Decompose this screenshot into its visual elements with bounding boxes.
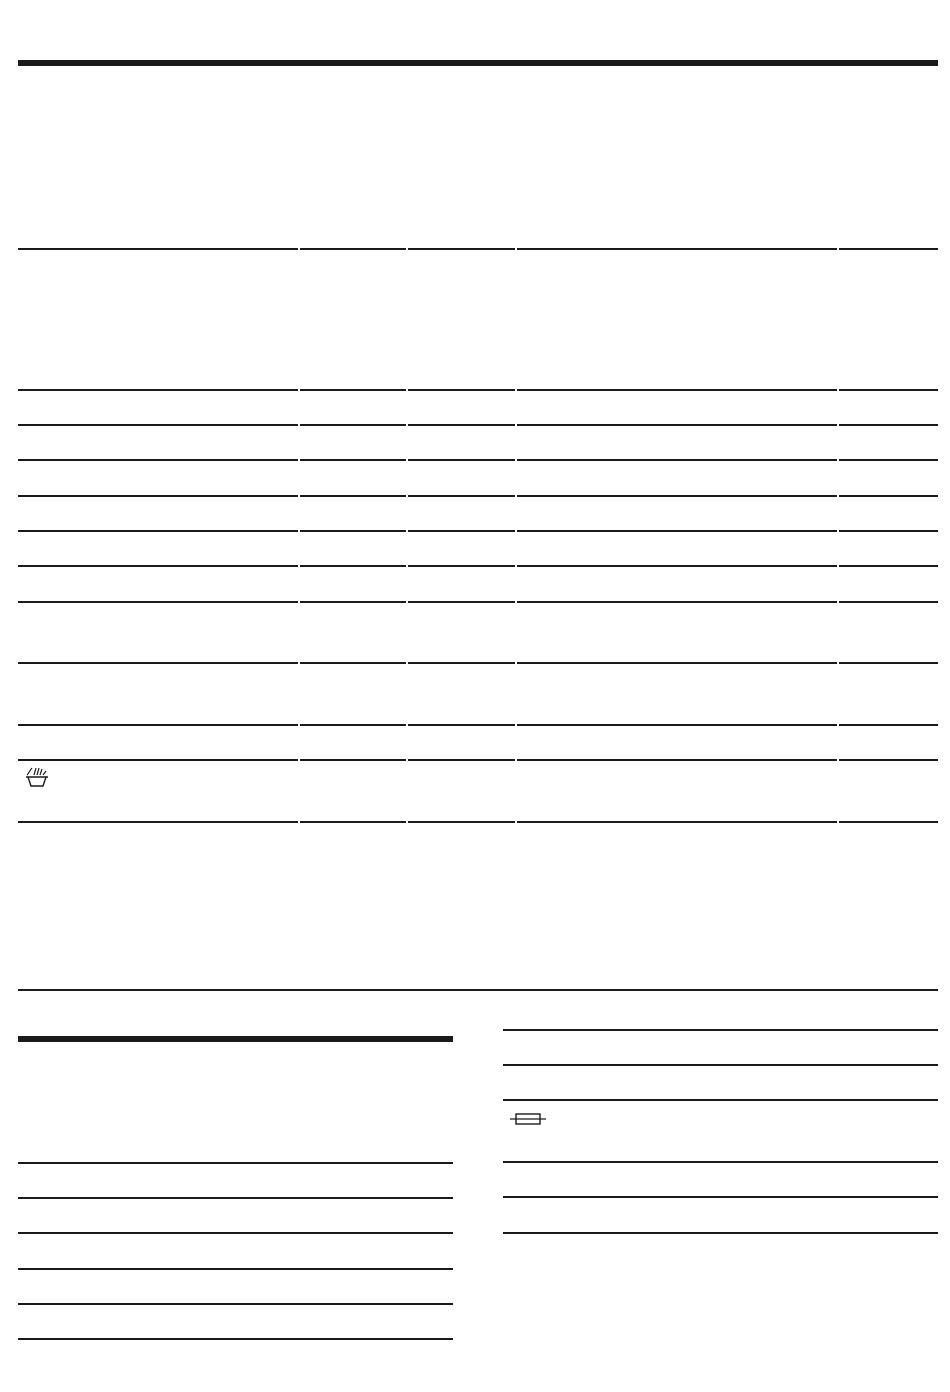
- column-separator: [515, 758, 517, 762]
- lower-right-bottom-rule: [503, 1232, 938, 1234]
- main-table-row-rule: [18, 565, 938, 567]
- column-separator: [837, 529, 839, 533]
- column-separator: [406, 758, 408, 762]
- column-separator: [837, 494, 839, 498]
- fuse-icon: [510, 1112, 546, 1126]
- main-table-row-rule: [18, 389, 938, 391]
- column-separator: [406, 494, 408, 498]
- column-separator: [515, 723, 517, 727]
- column-separator: [837, 247, 839, 251]
- column-separator: [515, 423, 517, 427]
- column-separator: [298, 388, 300, 392]
- column-separator: [515, 820, 517, 824]
- column-separator: [406, 247, 408, 251]
- lower-right-row-rule: [503, 1029, 938, 1031]
- column-separator: [837, 388, 839, 392]
- column-separator: [837, 723, 839, 727]
- main-table-bottom-rule: [18, 989, 938, 991]
- column-separator: [515, 388, 517, 392]
- lower-left-table: [0, 1000, 470, 1392]
- column-separator: [406, 423, 408, 427]
- lower-right-table: [470, 1000, 950, 1392]
- column-separator: [298, 247, 300, 251]
- lower-left-row-rule: [18, 1232, 453, 1234]
- main-table-row-rule: [18, 495, 938, 497]
- lower-right-row-rule: [503, 1099, 938, 1101]
- lower-left-bottom-rule: [18, 1338, 453, 1340]
- column-separator: [515, 661, 517, 665]
- column-separator: [298, 723, 300, 727]
- main-table-row-rule: [18, 530, 938, 532]
- lower-left-row-rule: [18, 1268, 453, 1270]
- main-table-header-rule: [18, 248, 938, 250]
- column-separator: [837, 600, 839, 604]
- column-separator: [406, 529, 408, 533]
- lower-left-top-rule: [18, 1036, 453, 1042]
- column-separator: [298, 423, 300, 427]
- main-table-row-rule: [18, 759, 938, 761]
- column-separator: [515, 247, 517, 251]
- column-separator: [298, 529, 300, 533]
- column-separator: [837, 423, 839, 427]
- column-separator: [515, 564, 517, 568]
- column-separator: [406, 820, 408, 824]
- main-table-row-rule: [18, 724, 938, 726]
- main-table-row-rule: [18, 601, 938, 603]
- lower-left-row-rule: [18, 1303, 453, 1305]
- column-separator: [298, 758, 300, 762]
- lower-left-row-rule: [18, 1197, 453, 1199]
- column-separator: [298, 600, 300, 604]
- column-separator: [406, 723, 408, 727]
- main-table-row-rule: [18, 424, 938, 426]
- column-separator: [837, 661, 839, 665]
- lower-right-row-rule: [503, 1161, 938, 1163]
- column-separator: [515, 494, 517, 498]
- column-separator: [515, 529, 517, 533]
- main-table-top-rule: [18, 60, 938, 66]
- column-separator: [406, 564, 408, 568]
- column-separator: [298, 564, 300, 568]
- column-separator: [298, 820, 300, 824]
- column-separator: [837, 458, 839, 462]
- column-separator: [406, 388, 408, 392]
- column-separator: [837, 758, 839, 762]
- lower-right-row-rule: [503, 1196, 938, 1198]
- hand-wash-basin-icon: [24, 766, 50, 792]
- column-separator: [837, 820, 839, 824]
- column-separator: [298, 458, 300, 462]
- main-table-row-rule: [18, 662, 938, 664]
- column-separator: [515, 600, 517, 604]
- column-separator: [515, 458, 517, 462]
- column-separator: [406, 661, 408, 665]
- column-separator: [837, 564, 839, 568]
- column-separator: [298, 494, 300, 498]
- lower-right-row-rule: [503, 1064, 938, 1066]
- column-separator: [406, 458, 408, 462]
- lower-left-row-rule: [18, 1162, 453, 1164]
- main-table-row-rule: [18, 821, 938, 823]
- column-separator: [298, 661, 300, 665]
- column-separator: [406, 600, 408, 604]
- main-table-row-rule: [18, 459, 938, 461]
